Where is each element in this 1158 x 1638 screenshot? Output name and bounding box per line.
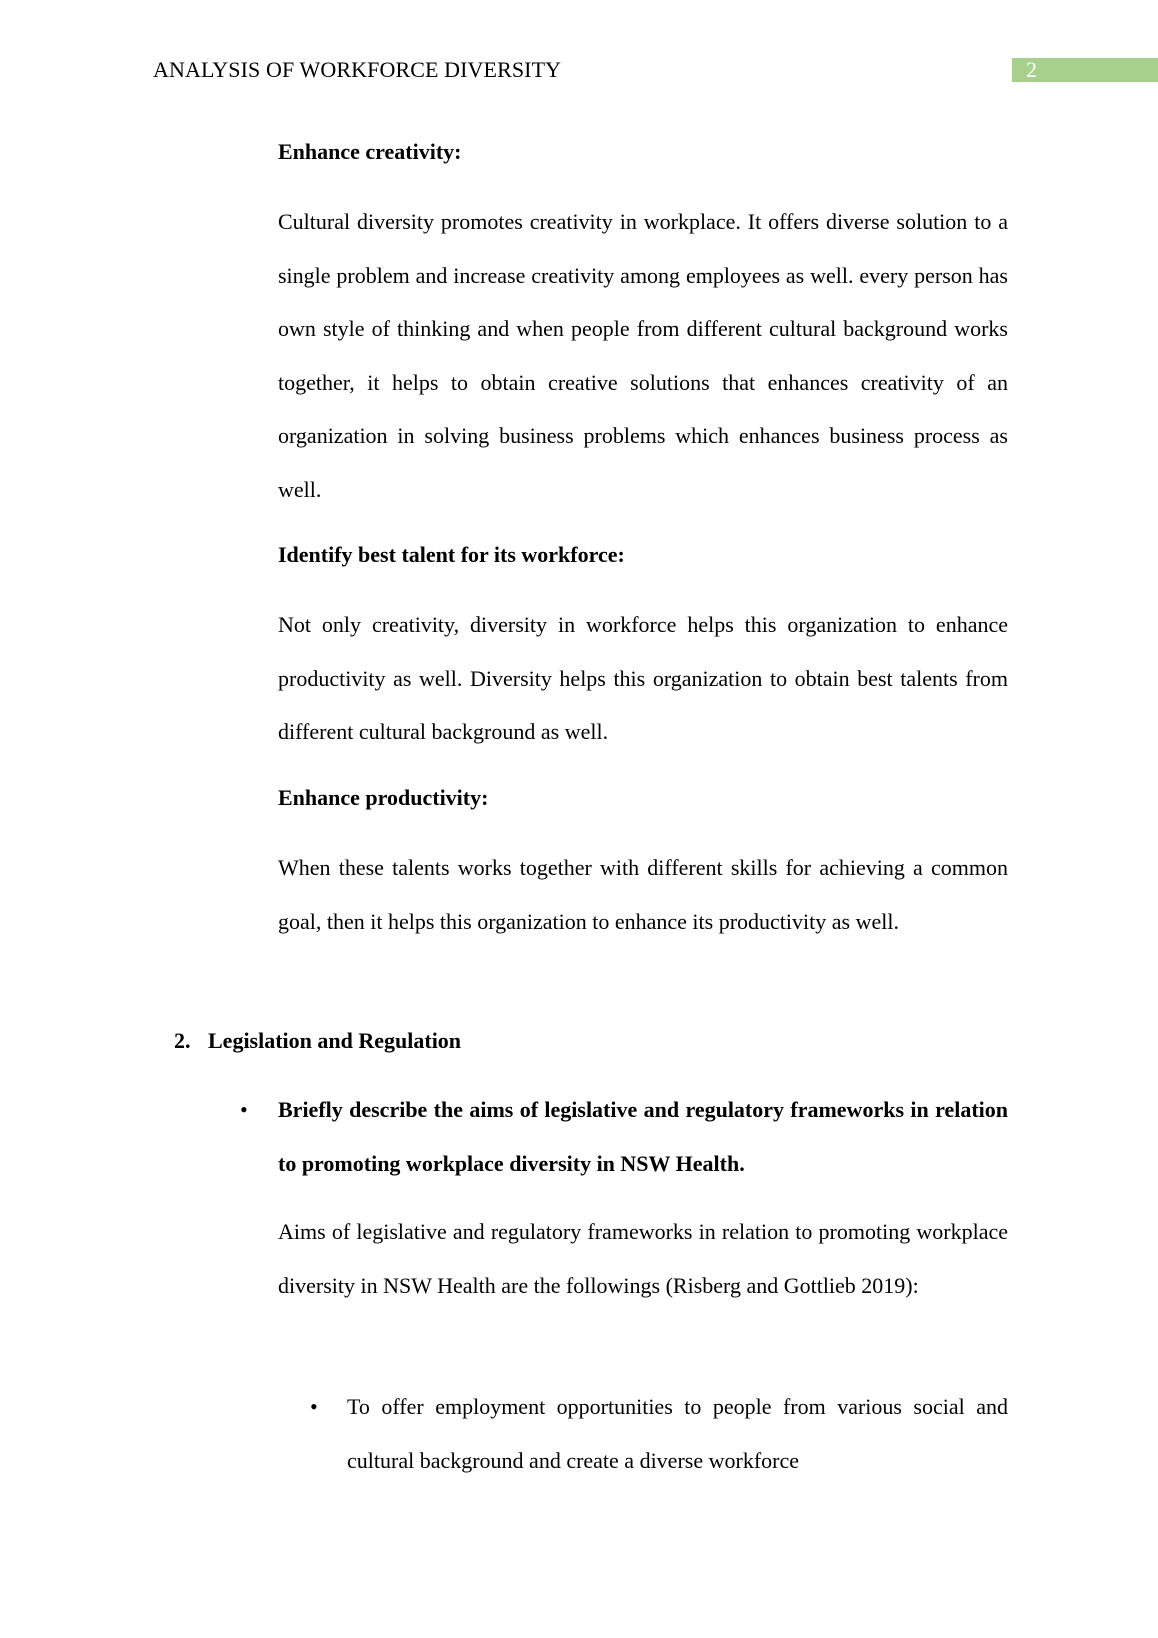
heading-best-talent: Identify best talent for its workforce:: [278, 542, 625, 567]
heading-enhance-productivity: Enhance productivity:: [278, 785, 489, 810]
page-number-badge: [1012, 58, 1158, 82]
section-number: 2.: [174, 1028, 191, 1053]
heading-enhance-creativity: Enhance creativity:: [278, 139, 462, 164]
page-number: 2: [1026, 57, 1037, 82]
bullet-aim-marker: •: [310, 1394, 318, 1419]
list-item-aim: To offer employment opportunities to people from various social and cultural background and create a diverse workforce: [347, 1394, 1008, 1473]
paragraph-legislation-aims: Aims of legislative and regulatory frameworks in relation to promoting workplace diversity in NSW Health are the followings (Risberg and Gottlieb 2019):: [278, 1219, 1008, 1298]
paragraph-best-talent: Not only creativity, diversity in workforce helps this organization to enhance productivity as well. Diversity helps this organization to obtain best talents from different cultural background as well.: [278, 612, 1008, 745]
bullet-question-marker: •: [240, 1097, 248, 1122]
heading-legislation: Legislation and Regulation: [208, 1028, 462, 1053]
paragraph-enhance-productivity: When these talents works together with different skills for achieving a common goal, then it helps this organization to enhance its productivity as well.: [278, 855, 1008, 934]
question-legislation-aims: Briefly describe the aims of legislative and regulatory frameworks in relation to promoting workplace diversity in NSW Health.: [278, 1097, 1008, 1176]
running-header: ANALYSIS OF WORKFORCE DIVERSITY: [153, 57, 562, 82]
paragraph-enhance-creativity: Cultural diversity promotes creativity in workplace. It offers diverse solution to a single problem and increase creativity among employees as well. every person has own style of thinking and when people from different cultural background works together, it helps to obtain creative solutions that enhances creativity of an organization in solving business problems which enhances business process as well.: [278, 209, 1008, 502]
